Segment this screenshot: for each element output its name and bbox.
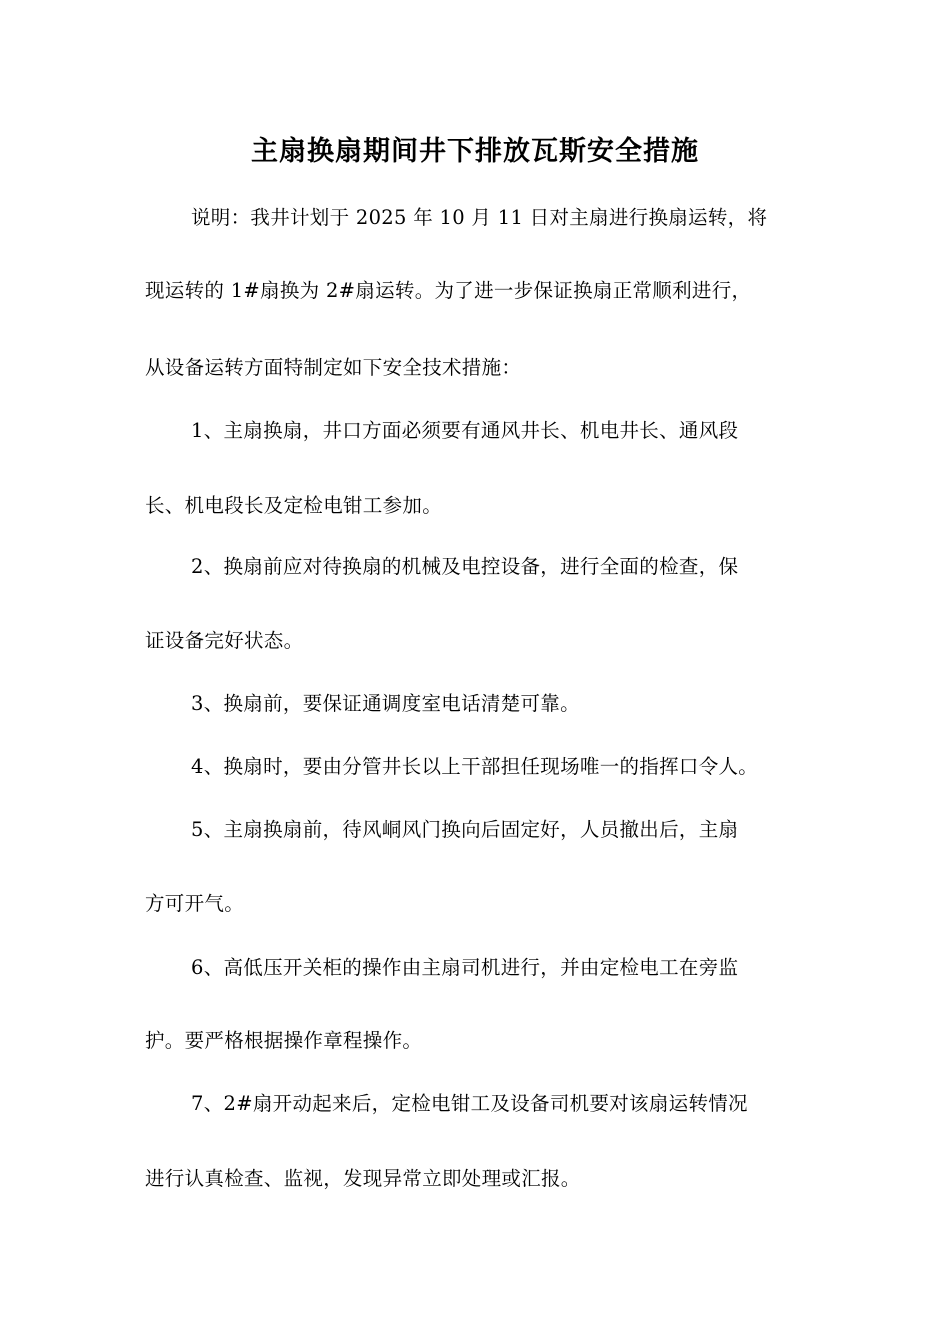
item-1-line-2: 长、机电段长及定检电钳工参加。 (145, 494, 443, 517)
paragraph-intro-line-2: 现运转的 1#扇换为 2#扇运转。为了进一步保证换扇正常顺利进行， (145, 279, 752, 302)
item-7-line-1: 7、2#扇开动起来后，定检电钳工及设备司机要对该扇运转情况 (191, 1092, 748, 1115)
item-3-line-1: 3、换扇前，要保证通调度室电话清楚可靠。 (191, 692, 580, 715)
item-6-line-1: 6、高低压开关柜的操作由主扇司机进行，并由定检电工在旁监 (191, 956, 739, 979)
item-4-line-1: 4、换扇时，要由分管井长以上干部担任现场唯一的指挥口令人。 (191, 755, 759, 778)
item-6-line-2: 护。要严格根据操作章程操作。 (145, 1029, 423, 1052)
document-title: 主扇换扇期间井下排放瓦斯安全措施 (251, 136, 699, 167)
paragraph-intro-line-1: 说明：我井计划于 2025 年 10 月 11 日对主扇进行换扇运转，将 (191, 206, 768, 229)
item-2-line-1: 2、换扇前应对待换扇的机械及电控设备，进行全面的检查，保 (191, 555, 739, 578)
item-1-line-1: 1、主扇换扇，井口方面必须要有通风井长、机电井长、通风段 (191, 419, 739, 442)
paragraph-intro-line-3: 从设备运转方面特制定如下安全技术措施： (145, 356, 522, 379)
item-5-line-2: 方可开气。 (145, 892, 245, 915)
item-2-line-2: 证设备完好状态。 (145, 629, 304, 652)
item-7-line-2: 进行认真检查、监视，发现异常立即处理或汇报。 (145, 1167, 581, 1190)
item-5-line-1: 5、主扇换扇前，待风峒风门换向后固定好，人员撤出后，主扇 (191, 818, 739, 841)
